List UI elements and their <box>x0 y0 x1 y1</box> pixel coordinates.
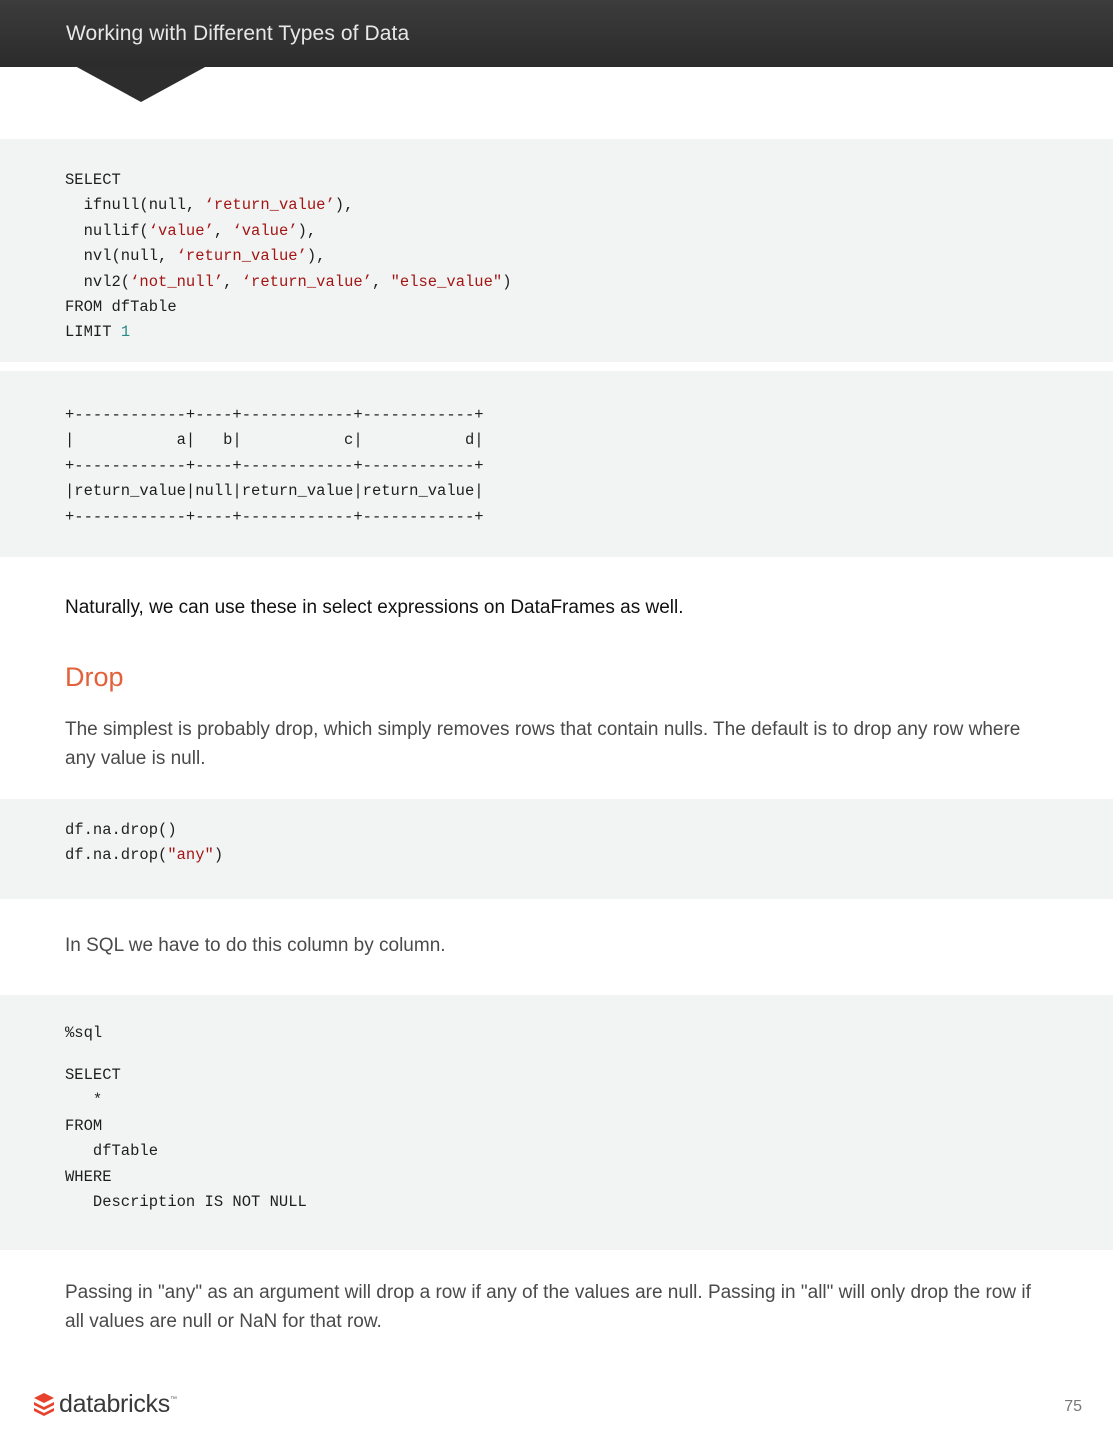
code-sql-null-functions <box>65 168 512 346</box>
section-heading-drop: Drop <box>65 662 124 692</box>
code-line: ifnull(null, ‘return_value’), <box>65 196 354 215</box>
code-line: dfTable <box>65 1142 159 1161</box>
code-block-na-drop <box>0 799 1113 899</box>
code-line: LIMIT 1 <box>65 323 131 342</box>
code-sql-magic <box>65 1021 102 1046</box>
code-line: Description IS NOT NULL <box>65 1192 307 1211</box>
paragraph-sql-column-note: In SQL we have to do this column by column. <box>65 935 446 956</box>
code-na-drop <box>65 818 223 869</box>
logo-wordmark: databricks <box>59 1389 170 1418</box>
code-block-output-table <box>0 371 1113 557</box>
page-header <box>0 0 1113 67</box>
databricks-logo <box>33 1390 177 1418</box>
code-line: df.na.drop() <box>65 821 177 839</box>
page-number: 75 <box>1064 1398 1082 1415</box>
table-line: +------------+----+------------+------------+ <box>65 507 484 526</box>
code-line: df.na.drop("any") <box>65 846 224 865</box>
code-line: nvl(null, ‘return_value’), <box>65 247 326 266</box>
code-line: * <box>65 1091 103 1110</box>
code-line: WHERE <box>65 1167 112 1186</box>
table-line: |return_value|null|return_value|return_value| <box>65 482 484 501</box>
code-line: SELECT <box>65 1066 121 1084</box>
code-line: SELECT <box>65 171 121 189</box>
code-sql-not-null <box>65 1063 307 1215</box>
paragraph-drop-description: The simplest is probably drop, which simply removes rows that contain nulls. The default is to drop any row where any value is null. <box>65 719 1021 769</box>
code-line: FROM <box>65 1116 103 1135</box>
code-block-sql-null-functions <box>0 139 1113 362</box>
databricks-stack-icon <box>33 1392 55 1416</box>
code-line: nvl2(‘not_null’, ‘return_value’, "else_value") <box>65 272 512 291</box>
code-block-sql-not-null <box>0 995 1113 1250</box>
paragraph-dataframes-note: Naturally, we can use these in select expressions on DataFrames as well. <box>65 597 684 618</box>
header-title: Working with Different Types of Data <box>66 22 410 45</box>
code-line: nullif(‘value’, ‘value’), <box>65 221 317 240</box>
code-line: FROM dfTable <box>65 297 177 316</box>
paragraph-any-all-note: Passing in "any" as an argument will drop a row if any of the values are null. Passing in "all" will only drop the row if all values are null or NaN for that row. <box>65 1282 1031 1332</box>
table-line: +------------+----+------------+------------+ <box>65 406 484 424</box>
logo-trademark: ™ <box>169 1396 177 1403</box>
table-line: +------------+----+------------+------------+ <box>65 456 484 475</box>
table-line: | a| b| c| d| <box>65 431 484 450</box>
header-notch <box>75 66 207 102</box>
code-line: %sql <box>65 1024 103 1042</box>
code-output-table <box>65 403 484 530</box>
